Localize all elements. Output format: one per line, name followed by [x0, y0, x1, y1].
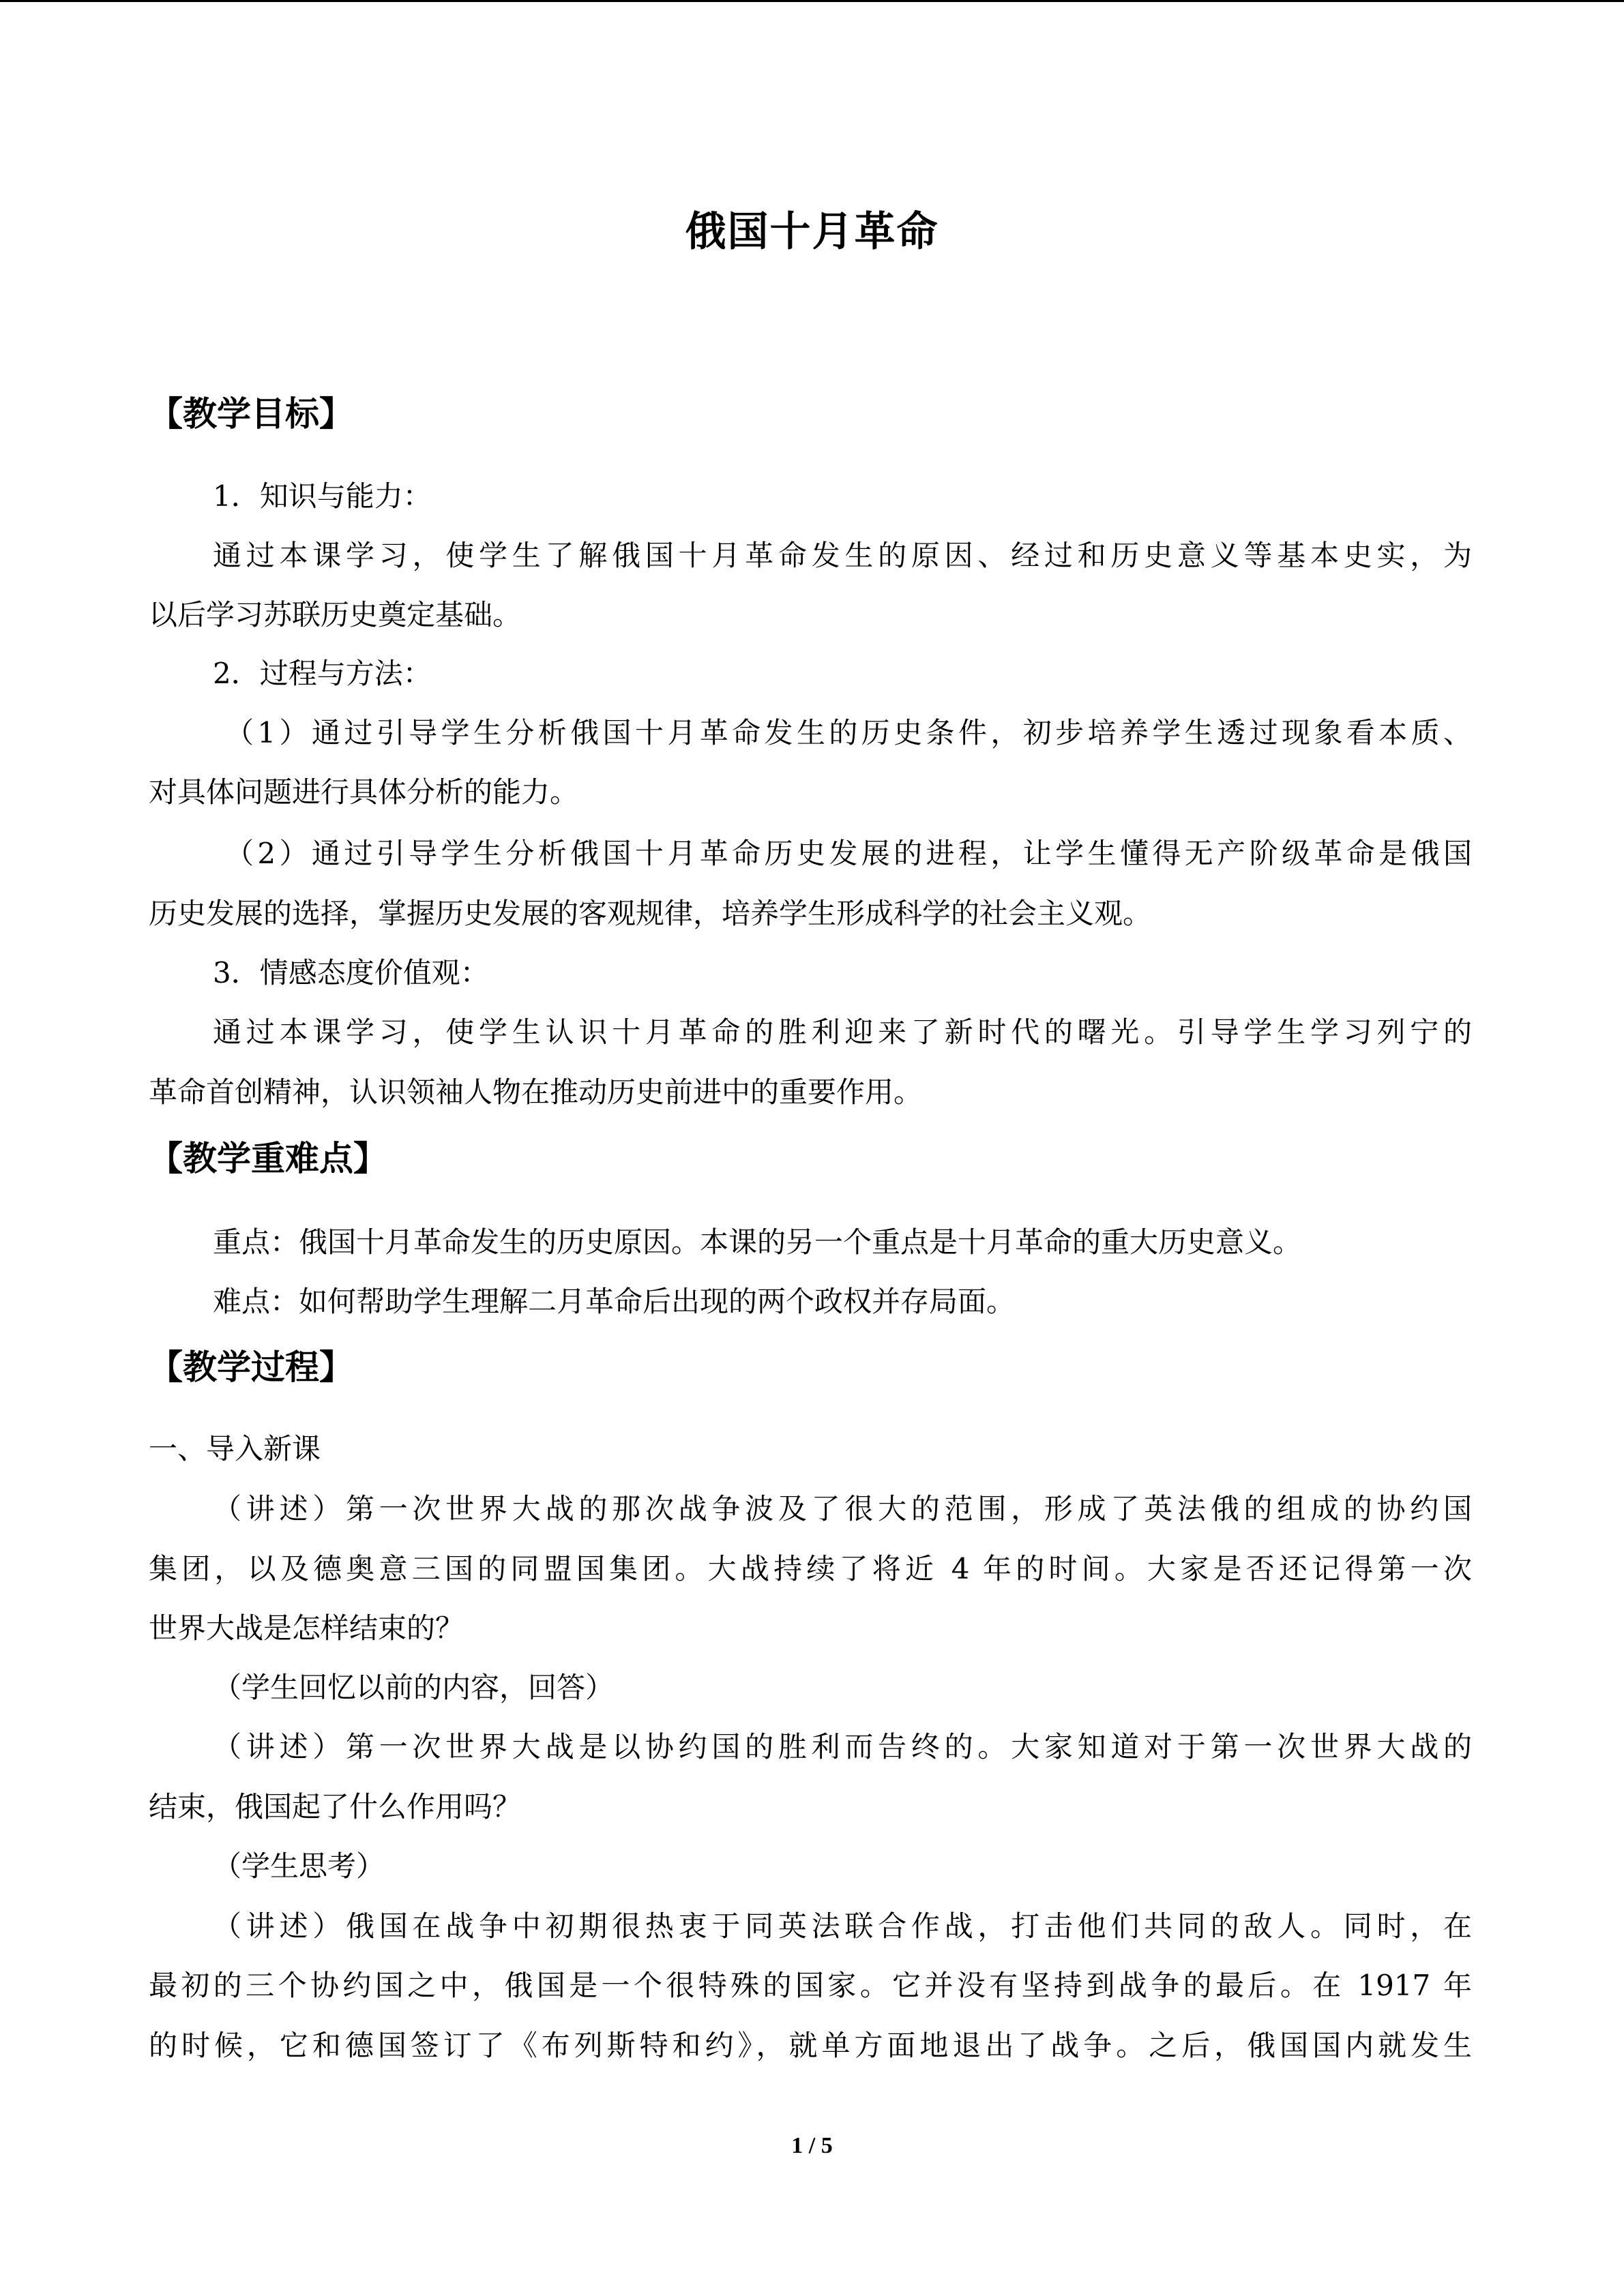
process-paragraph-2: （学生回忆以前的内容，回答） [213, 1671, 615, 1704]
objective-label-process: 2．过程与方法： [213, 657, 432, 690]
objective-process-2-line-1: （2）通过引导学生分析俄国十月革命历史发展的进程，让学生懂得无产阶级革命是俄国 [225, 837, 1472, 870]
difficult-point-text: 难点：如何帮助学生理解二月革命后出现的两个政权并存局面。 [213, 1285, 1016, 1318]
heading-process: 【教学过程】 [149, 1347, 353, 1387]
heading-key-points: 【教学重难点】 [149, 1139, 387, 1178]
objective-process-1-line-1: （1）通过引导学生分析俄国十月革命发生的历史条件，初步培养学生透过现象看本质、 [225, 716, 1472, 749]
objective-label-knowledge: 1．知识与能力： [213, 479, 432, 513]
process-paragraph-1-line-2: 集团，以及德奥意三国的同盟国集团。大战持续了将近 4 年的时间。大家是否还记得第一次 [149, 1552, 1472, 1585]
process-paragraph-5-line-3: 的时候，它和德国签订了《布列斯特和约》，就单方面地退出了战争。之后，俄国国内就发生 [149, 2029, 1472, 2062]
process-paragraph-5-line-1: （讲述）俄国在战争中初期很热衷于同英法联合作战，打击他们共同的敌人。同时，在 [213, 1909, 1472, 1943]
objective-emotion-line-2: 革命首创精神，认识领袖人物在推动历史前进中的重要作用。 [149, 1075, 923, 1109]
page-title: 俄国十月革命 [685, 208, 939, 256]
process-paragraph-3-line-2: 结束，俄国起了什么作用吗？ [149, 1790, 522, 1823]
process-subheading-intro: 一、导入新课 [149, 1432, 321, 1465]
page-number: 1 / 5 [791, 2133, 833, 2158]
objective-label-emotion: 3．情感态度价值观： [213, 956, 489, 989]
process-paragraph-1-line-1: （讲述）第一次世界大战的那次战争波及了很大的范围，形成了英法俄的组成的协约国 [213, 1492, 1472, 1525]
process-paragraph-5-line-2: 最初的三个协约国之中，俄国是一个很特殊的国家。它并没有坚持到战争的最后。在 1917 年 [149, 1969, 1472, 2002]
heading-objectives: 【教学目标】 [149, 394, 353, 434]
top-border [0, 0, 1624, 2]
objective-knowledge-line-1: 通过本课学习，使学生了解俄国十月革命发生的原因、经过和历史意义等基本史实，为 [213, 539, 1472, 572]
objective-knowledge-line-2: 以后学习苏联历史奠定基础。 [149, 598, 522, 631]
objective-emotion-line-1: 通过本课学习，使学生认识十月革命的胜利迎来了新时代的曙光。引导学生学习列宁的 [213, 1015, 1472, 1049]
key-point-text: 重点：俄国十月革命发生的历史原因。本课的另一个重点是十月革命的重大历史意义。 [213, 1225, 1302, 1259]
objective-process-1-line-2: 对具体问题进行具体分析的能力。 [149, 775, 579, 809]
process-paragraph-4: （学生思考） [213, 1849, 385, 1883]
objective-process-2-line-2: 历史发展的选择，掌握历史发展的客观规律，培养学生形成科学的社会主义观。 [149, 897, 1152, 930]
process-paragraph-3-line-1: （讲述）第一次世界大战是以协约国的胜利而告终的。大家知道对于第一次世界大战的 [213, 1730, 1472, 1763]
process-paragraph-1-line-3: 世界大战是怎样结束的？ [149, 1611, 464, 1645]
